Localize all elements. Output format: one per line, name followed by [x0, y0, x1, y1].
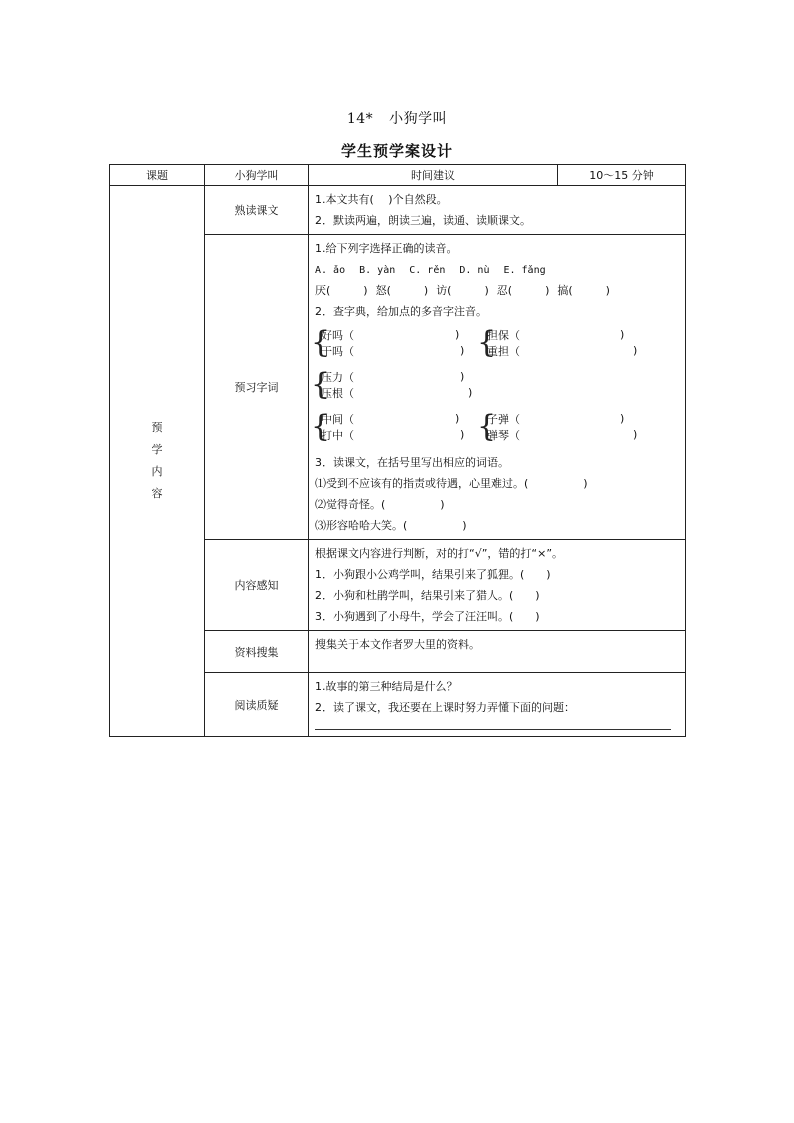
header-row — [110, 165, 686, 186]
polyphone-group-2: { 压力（ ) 压根（ ) — [311, 367, 473, 402]
answer-line[interactable] — [315, 729, 671, 730]
lesson-number: 14* — [346, 111, 374, 127]
perception-label: 内容感知 — [205, 540, 309, 631]
questions-label: 阅读质疑 — [205, 673, 309, 737]
topic-value: 小狗学叫 — [205, 165, 309, 186]
left-brace-icon: { — [311, 325, 331, 360]
topic-label: 课题 — [110, 165, 205, 186]
lesson-title: 小狗学叫 — [389, 111, 448, 127]
polyphone-group-1: { 好吗（ ) 干吗（ ) { 担保（ ) 重担（ ) — [311, 325, 638, 360]
research-label: 资料搜集 — [205, 631, 309, 673]
polyphone-group-3: { 中间（ ) 打中（ ) { 子弹（ ) 弹琴（ ) — [311, 409, 638, 444]
words-label: 预习字词 — [205, 235, 309, 540]
reading-label: 熟读课文 — [205, 186, 309, 235]
research-content: 搜集关于本文作者罗大里的资料。 — [309, 631, 686, 673]
side-label: 预 学 内 容 — [110, 186, 205, 737]
brace-icon: { — [477, 409, 497, 444]
page-subtitle: 学生预学案设计 — [340, 142, 453, 160]
brace-icon: { — [477, 325, 497, 360]
pinyin-options: A. ǎo B. yàn C. rěn D. nù E. fǎng — [315, 265, 546, 276]
page-title — [0, 108, 794, 128]
char-blanks: 厌( ) 怒( ) 访( ) 忍( ) 搞( ) — [315, 284, 610, 297]
left-brace-icon: { — [311, 409, 331, 444]
reading-row — [110, 186, 686, 235]
left-brace-icon: { — [311, 367, 331, 402]
words-content: 1.给下列字选择正确的读音。 A. ǎo B. yàn C. rěn D. nù E. fǎng 厌( ) 怒( ) 访( ) 忍( ) 搞( ) 2．查字典，给加点的多音字注音。 { 好吗（ ) 干吗（ ) { 担保（ ) 重担（ ) { 压力（ ) 压根（ ) { 中间（ ) 打中（ ) { 子弹（ ) 弹琴（ ) 3．读课文，在括号里写出相应的词语。 ⑴受到不应该有的指责或待遇，心里难过。( ) ⑵觉得奇怪。( ) ⑶形容哈哈大笑。( ) — [309, 235, 686, 540]
time-value: 10～15 分钟 — [558, 165, 686, 186]
preview-table — [109, 164, 686, 737]
reading-content: 1.本文共有( )个自然段。 2．默读两遍，朗读三遍，读通、读顺课文。 — [309, 186, 686, 235]
perception-content: 根据课文内容进行判断，对的打“√”，错的打“×”。 1．小狗跟小公鸡学叫，结果引来了狐狸。( ) 2．小狗和杜鹃学叫，结果引来了猎人。( ) 3．小狗遇到了小母牛，学会了汪汪叫。( ) — [309, 540, 686, 631]
questions-content: 1.故事的第三种结局是什么？ 2．读了课文，我还要在上课时努力弄懂下面的问题： — [309, 673, 686, 737]
time-label: 时间建议 — [309, 165, 558, 186]
